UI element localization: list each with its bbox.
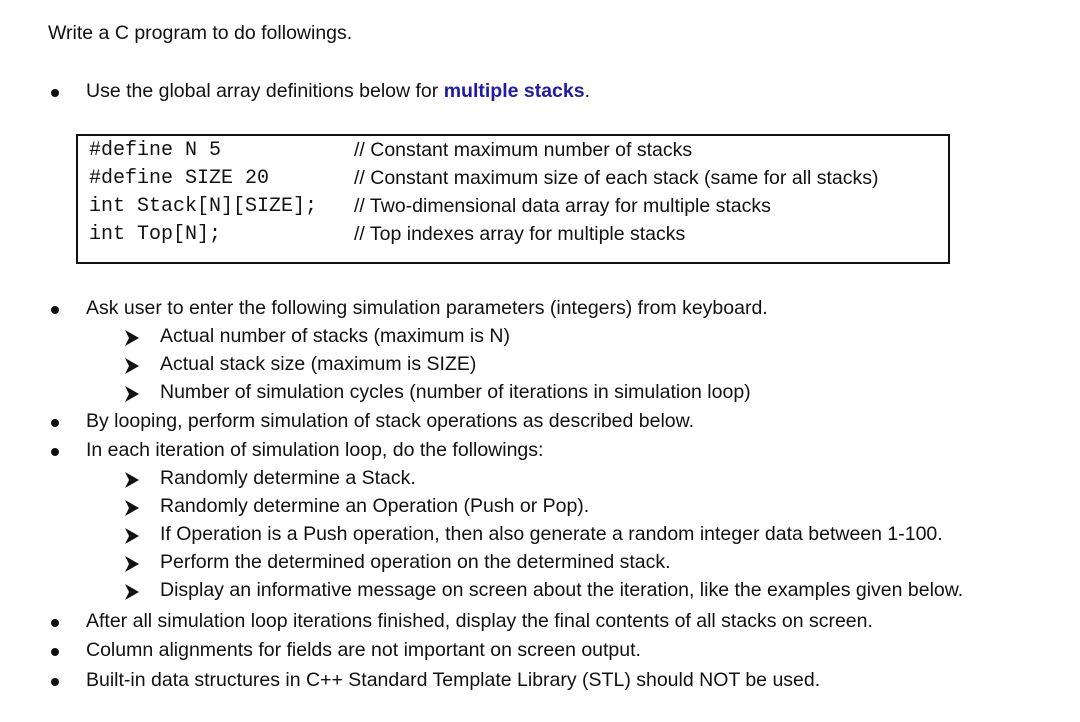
intro-bullet-text [86,80,590,103]
arrowhead-icon [125,386,139,402]
code-line: #define SIZE 20 [89,167,270,190]
intro-emphasis: multiple stacks [443,80,585,102]
bullet-marker [51,619,59,627]
param-item: Number of simulation cycles (number of iterations in simulation loop) [160,381,751,403]
bullet-after-all: After all simulation loop iterations finished, display the final contents of all stacks on screen. [86,610,873,632]
bullet-marker [51,678,59,686]
code-comment: // Constant maximum number of stacks [354,139,693,161]
arrowhead-icon [125,330,139,346]
arrowhead-icon [125,584,139,600]
bullet-marker [51,419,59,427]
bullet-column-alignments: Column alignments for fields are not important on screen output. [86,639,641,661]
page-heading: Write a C program to do followings. [48,22,353,44]
loop-item: Randomly determine a Stack. [160,467,416,489]
arrowhead-icon [125,528,139,544]
intro-prefix: Use the global array definitions below for [86,80,444,102]
loop-item: Randomly determine an Operation (Push or Pop). [160,495,590,517]
code-line: int Stack[N][SIZE]; [89,195,318,218]
loop-item: Display an informative message on screen about the iteration, like the examples given below. [160,579,964,601]
arrowhead-icon [125,472,139,488]
arrowhead-icon [125,500,139,516]
arrowhead-icon [125,556,139,572]
bullet-marker [51,648,59,656]
code-comment: // Top indexes array for multiple stacks [354,223,686,245]
code-line: #define N 5 [89,139,222,162]
code-block [76,134,950,264]
loop-item: Perform the determined operation on the determined stack. [160,551,671,573]
bullet-looping: By looping, perform simulation of stack operations as described below. [86,410,695,432]
code-comment: // Two-dimensional data array for multiple stacks [354,195,771,217]
param-item: Actual number of stacks (maximum is N) [160,325,511,347]
code-line: int Top[N]; [89,223,222,246]
bullet-marker [51,306,59,314]
code-comment: // Constant maximum size of each stack (same for all stacks) [354,167,879,189]
bullet-marker [51,448,59,456]
arrowhead-icon [125,358,139,374]
bullet-stl-restriction: Built-in data structures in C++ Standard Template Library (STL) should NOT be used. [86,669,821,691]
bullet-ask-user: Ask user to enter the following simulation parameters (integers) from keyboard. [86,297,768,319]
intro-suffix: . [584,80,591,102]
loop-item: If Operation is a Push operation, then also generate a random integer data between 1-100. [160,523,943,545]
param-item: Actual stack size (maximum is SIZE) [160,353,477,375]
bullet-marker [51,89,59,97]
bullet-each-iteration: In each iteration of simulation loop, do the followings: [86,439,544,461]
